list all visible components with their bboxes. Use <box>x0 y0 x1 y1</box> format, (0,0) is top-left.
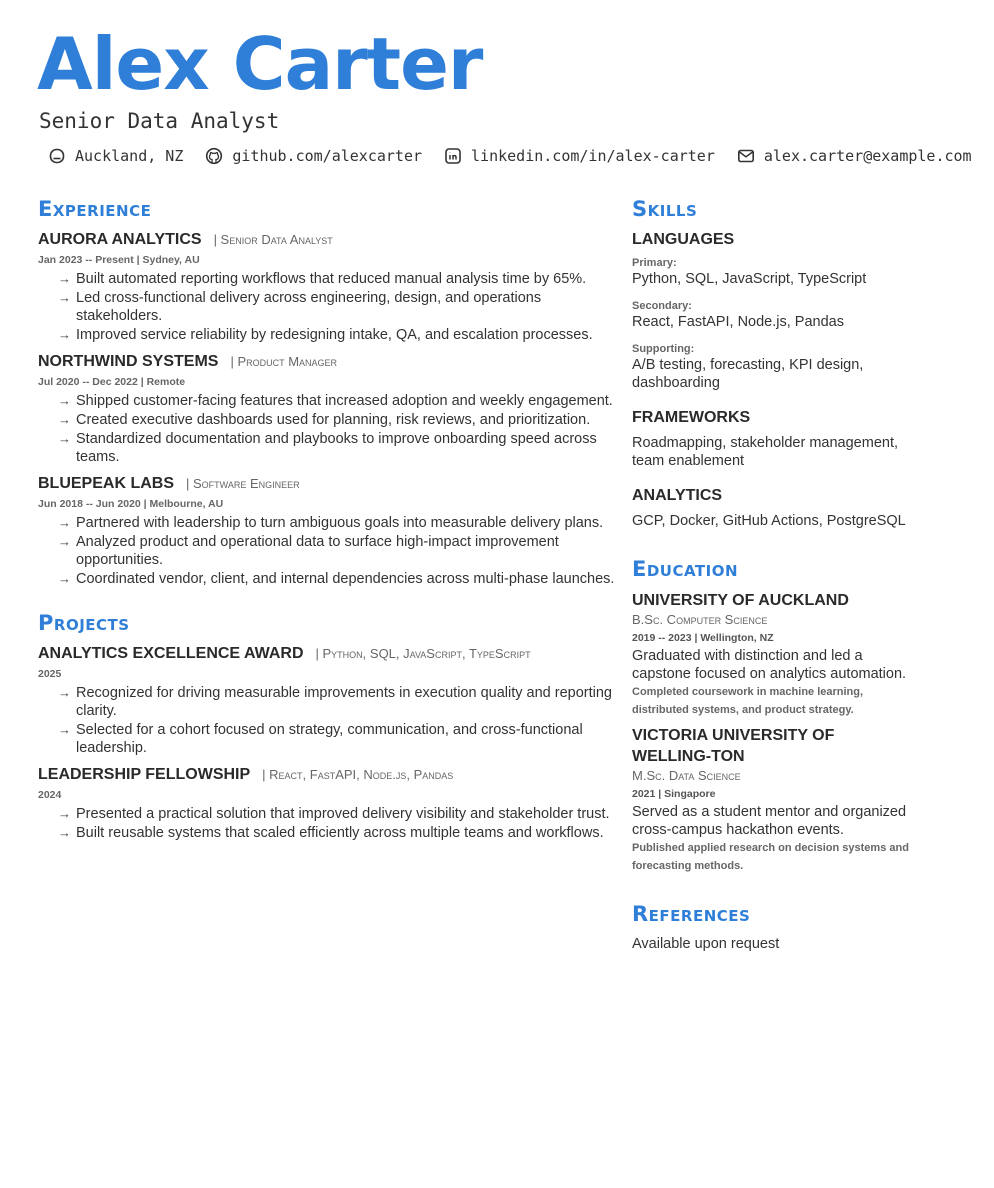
contact-bar <box>48 146 994 166</box>
contact-email-text: alex.carter@example.com <box>763 147 972 165</box>
experience-role: | Senior Data Analyst <box>213 232 333 247</box>
experience-heading: Experience <box>38 197 152 221</box>
contact-linkedin[interactable] <box>444 147 715 165</box>
references-text: Available upon request <box>632 936 780 952</box>
sidebar-column <box>632 196 914 953</box>
skills-frameworks: Roadmapping, stakeholder management, team enablement <box>632 435 898 469</box>
education-heading: Education <box>632 557 739 581</box>
project-entry <box>38 644 618 757</box>
education-entry <box>632 725 914 875</box>
contact-github[interactable] <box>205 147 422 165</box>
contact-location-text: Auckland, NZ <box>75 147 184 165</box>
contact-linkedin-text: linkedin.com/in/alex-carter <box>471 147 715 165</box>
skills-analytics: GCP, Docker, GitHub Actions, PostgreSQL <box>632 513 906 529</box>
experience-org: NORTHWIND SYSTEMS <box>38 353 219 370</box>
projects-heading: Projects <box>38 611 130 635</box>
project-bullet: → Selected for a cohort focused on strategy, communication, and cross-functional leadership. <box>58 721 618 757</box>
experience-entry <box>38 230 618 344</box>
skills-primary: Python, SQL, JavaScript, TypeScript <box>632 271 867 287</box>
experience-role: | Product Manager <box>230 354 338 369</box>
education-note: Completed coursework in machine learning, distributed systems, and product strategy. <box>632 686 864 716</box>
education-description: Served as a student mentor and organized cross-campus hackathon events. <box>632 804 907 838</box>
experience-meta: Jun 2018 -- Jun 2020 | Melbourne, AU <box>38 498 224 510</box>
project-tech: | React, FastAPI, Node.js, Pandas <box>262 767 454 782</box>
candidate-name: Alex Carter <box>37 22 483 106</box>
skills-secondary-label: Secondary: <box>632 300 692 312</box>
education-school: UNIVERSITY OF AUCKLAND <box>632 592 849 609</box>
experience-bullet: → Standardized documentation and playbooks to improve onboarding speed across teams. <box>58 430 618 466</box>
education-meta: 2021 | Singapore <box>632 788 716 800</box>
skills-languages-title: LANGUAGES <box>632 231 735 248</box>
experience-bullet: → Built automated reporting workflows that reduced manual analysis time by 65%. <box>58 270 618 288</box>
experience-bullet: → Created executive dashboards used for planning, risk reviews, and prioritization. <box>58 411 618 429</box>
candidate-title: Senior Data Analyst <box>39 109 280 133</box>
location-icon <box>48 147 66 165</box>
experience-org: BLUEPEAK LABS <box>38 475 175 492</box>
skills-supporting-label: Supporting: <box>632 343 695 355</box>
experience-bullet: → Led cross-functional delivery across engineering, design, and operations stakeholders. <box>58 289 618 325</box>
linkedin-icon <box>444 147 462 165</box>
education-entry <box>632 590 914 719</box>
experience-org: AURORA ANALYTICS <box>38 231 202 248</box>
experience-bullet: → Improved service reliability by redesigning intake, QA, and escalation processes. <box>58 326 618 344</box>
project-name: ANALYTICS EXCELLENCE AWARD <box>38 645 304 662</box>
experience-meta: Jan 2023 -- Present | Sydney, AU <box>38 254 200 266</box>
education-school: VICTORIA UNIVERSITY OF WELLING-TON <box>632 727 835 765</box>
project-bullet: → Presented a practical solution that improved delivery visibility and stakeholder trust. <box>58 805 618 823</box>
github-icon <box>205 147 223 165</box>
education-description: Graduated with distinction and led a capstone focused on analytics automation. <box>632 648 907 682</box>
education-meta: 2019 -- 2023 | Wellington, NZ <box>632 632 774 644</box>
skills-supporting: A/B testing, forecasting, KPI design, dashboarding <box>632 357 864 391</box>
project-year: 2024 <box>38 789 62 801</box>
contact-github-text: github.com/alexcarter <box>232 147 423 165</box>
contact-email[interactable] <box>737 147 972 165</box>
education-degree: M.Sc. Data Science <box>632 768 741 783</box>
skills-analytics-title: ANALYTICS <box>632 487 723 504</box>
project-year: 2025 <box>38 668 62 680</box>
main-column <box>38 196 618 850</box>
experience-entry <box>38 352 618 466</box>
experience-bullet: → Analyzed product and operational data to surface high-impact improvement opportunities. <box>58 533 618 569</box>
project-name: LEADERSHIP FELLOWSHIP <box>38 766 251 783</box>
education-degree: B.Sc. Computer Science <box>632 612 768 627</box>
project-bullet: → Recognized for driving measurable improvements in execution quality and reporting clarity. <box>58 684 618 720</box>
skills-frameworks-title: FRAMEWORKS <box>632 409 751 426</box>
email-icon <box>737 147 755 165</box>
skills-secondary: React, FastAPI, Node.js, Pandas <box>632 314 844 330</box>
skills-primary-label: Primary: <box>632 257 677 269</box>
experience-meta: Jul 2020 -- Dec 2022 | Remote <box>38 376 186 388</box>
project-tech: | Python, SQL, JavaScript, TypeScript <box>315 646 531 661</box>
references-heading: References <box>632 902 751 926</box>
contact-location <box>48 147 183 165</box>
skills-heading: Skills <box>632 197 698 221</box>
experience-bullet: → Shipped customer-facing features that increased adoption and weekly engagement. <box>58 392 618 410</box>
experience-bullet: → Coordinated vendor, client, and internal dependencies across multi-phase launches. <box>58 570 618 588</box>
experience-role: | Software Engineer <box>186 476 300 491</box>
experience-bullet: → Partnered with leadership to turn ambiguous goals into measurable delivery plans. <box>58 514 618 532</box>
project-bullet: → Built reusable systems that scaled efficiently across multiple teams and workflows. <box>58 824 618 842</box>
education-note: Published applied research on decision systems and forecasting methods. <box>632 842 909 872</box>
project-entry <box>38 765 618 842</box>
experience-entry <box>38 474 618 588</box>
